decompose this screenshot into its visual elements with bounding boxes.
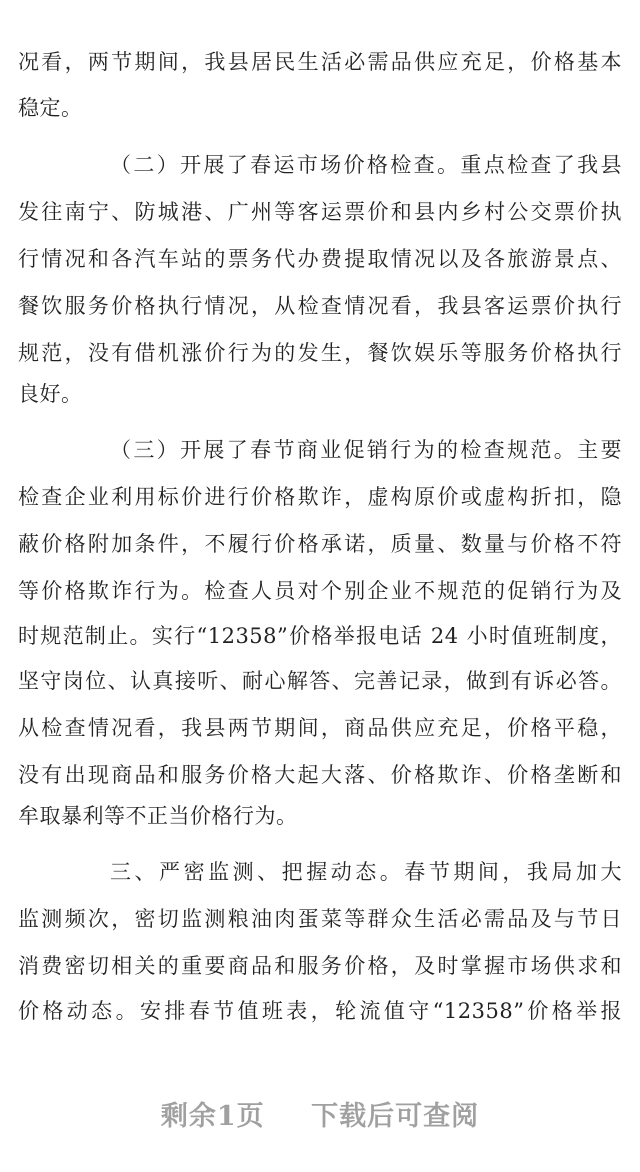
text-line: 三、严密监测、把握动态。春节期间，我局加大 — [110, 860, 622, 884]
download-prompt[interactable] — [0, 1094, 640, 1134]
text-line: 坚守岗位、认真接听、耐心解答、完善记录，做到有诉必答。 — [18, 669, 622, 693]
text-line: （三）开展了春节商业促销行为的检查规范。主要 — [110, 438, 622, 462]
text-line: 监测频次，密切监测粮油肉蛋菜等群众生活必需品及与节日 — [18, 907, 622, 931]
text-line: 检查企业利用标价进行价格欺诈，虚构原价或虚构折扣，隐 — [18, 485, 622, 509]
text-line: 等价格欺诈行为。检查人员对个别企业不规范的促销行为及 — [18, 579, 622, 603]
text-line: 行情况和各汽车站的票务代办费提取情况以及各旅游景点、 — [18, 247, 622, 271]
text-line: 发往南宁、防城港、广州等客运票价和县内乡村公交票价执 — [18, 200, 622, 224]
text-line: 从检查情况看，我县两节期间，商品供应充足，价格平稳， — [18, 716, 622, 740]
text-line: 蔽价格附加条件，不履行价格承诺，质量、数量与价格不符 — [18, 532, 622, 556]
text-line: 牟取暴利等不正当价格行为。 — [18, 804, 298, 828]
text-line: 况看，两节期间，我县居民生活必需品供应充足，价格基本 — [18, 50, 622, 74]
text-line: 良好。 — [18, 382, 83, 406]
text-line: （二）开展了春运市场价格检查。重点检查了我县 — [110, 153, 622, 177]
text-line: 时规范制止。实行“12358”价格举报电话 24 小时值班制度， — [18, 624, 622, 648]
text-line: 规范，没有借机涨价行为的发生，餐饮娱乐等服务价格执行 — [18, 341, 622, 365]
text-line: 没有出现商品和服务价格大起大落、价格欺诈、价格垄断和 — [18, 763, 622, 787]
text-line: 稳定。 — [18, 96, 83, 120]
text-line: 餐饮服务价格执行情况，从检查情况看，我县客运票价执行 — [18, 294, 622, 318]
text-line: 价格动态。安排春节值班表，轮流值守“12358”价格举报 — [18, 999, 622, 1023]
remaining-pages-label: 剩余1页 — [160, 1101, 265, 1132]
text-line: 消费密切相关的重要商品和服务价格，及时掌握市场供求和 — [18, 954, 622, 978]
download-to-view-label: 下载后可查阅 — [311, 1101, 480, 1132]
